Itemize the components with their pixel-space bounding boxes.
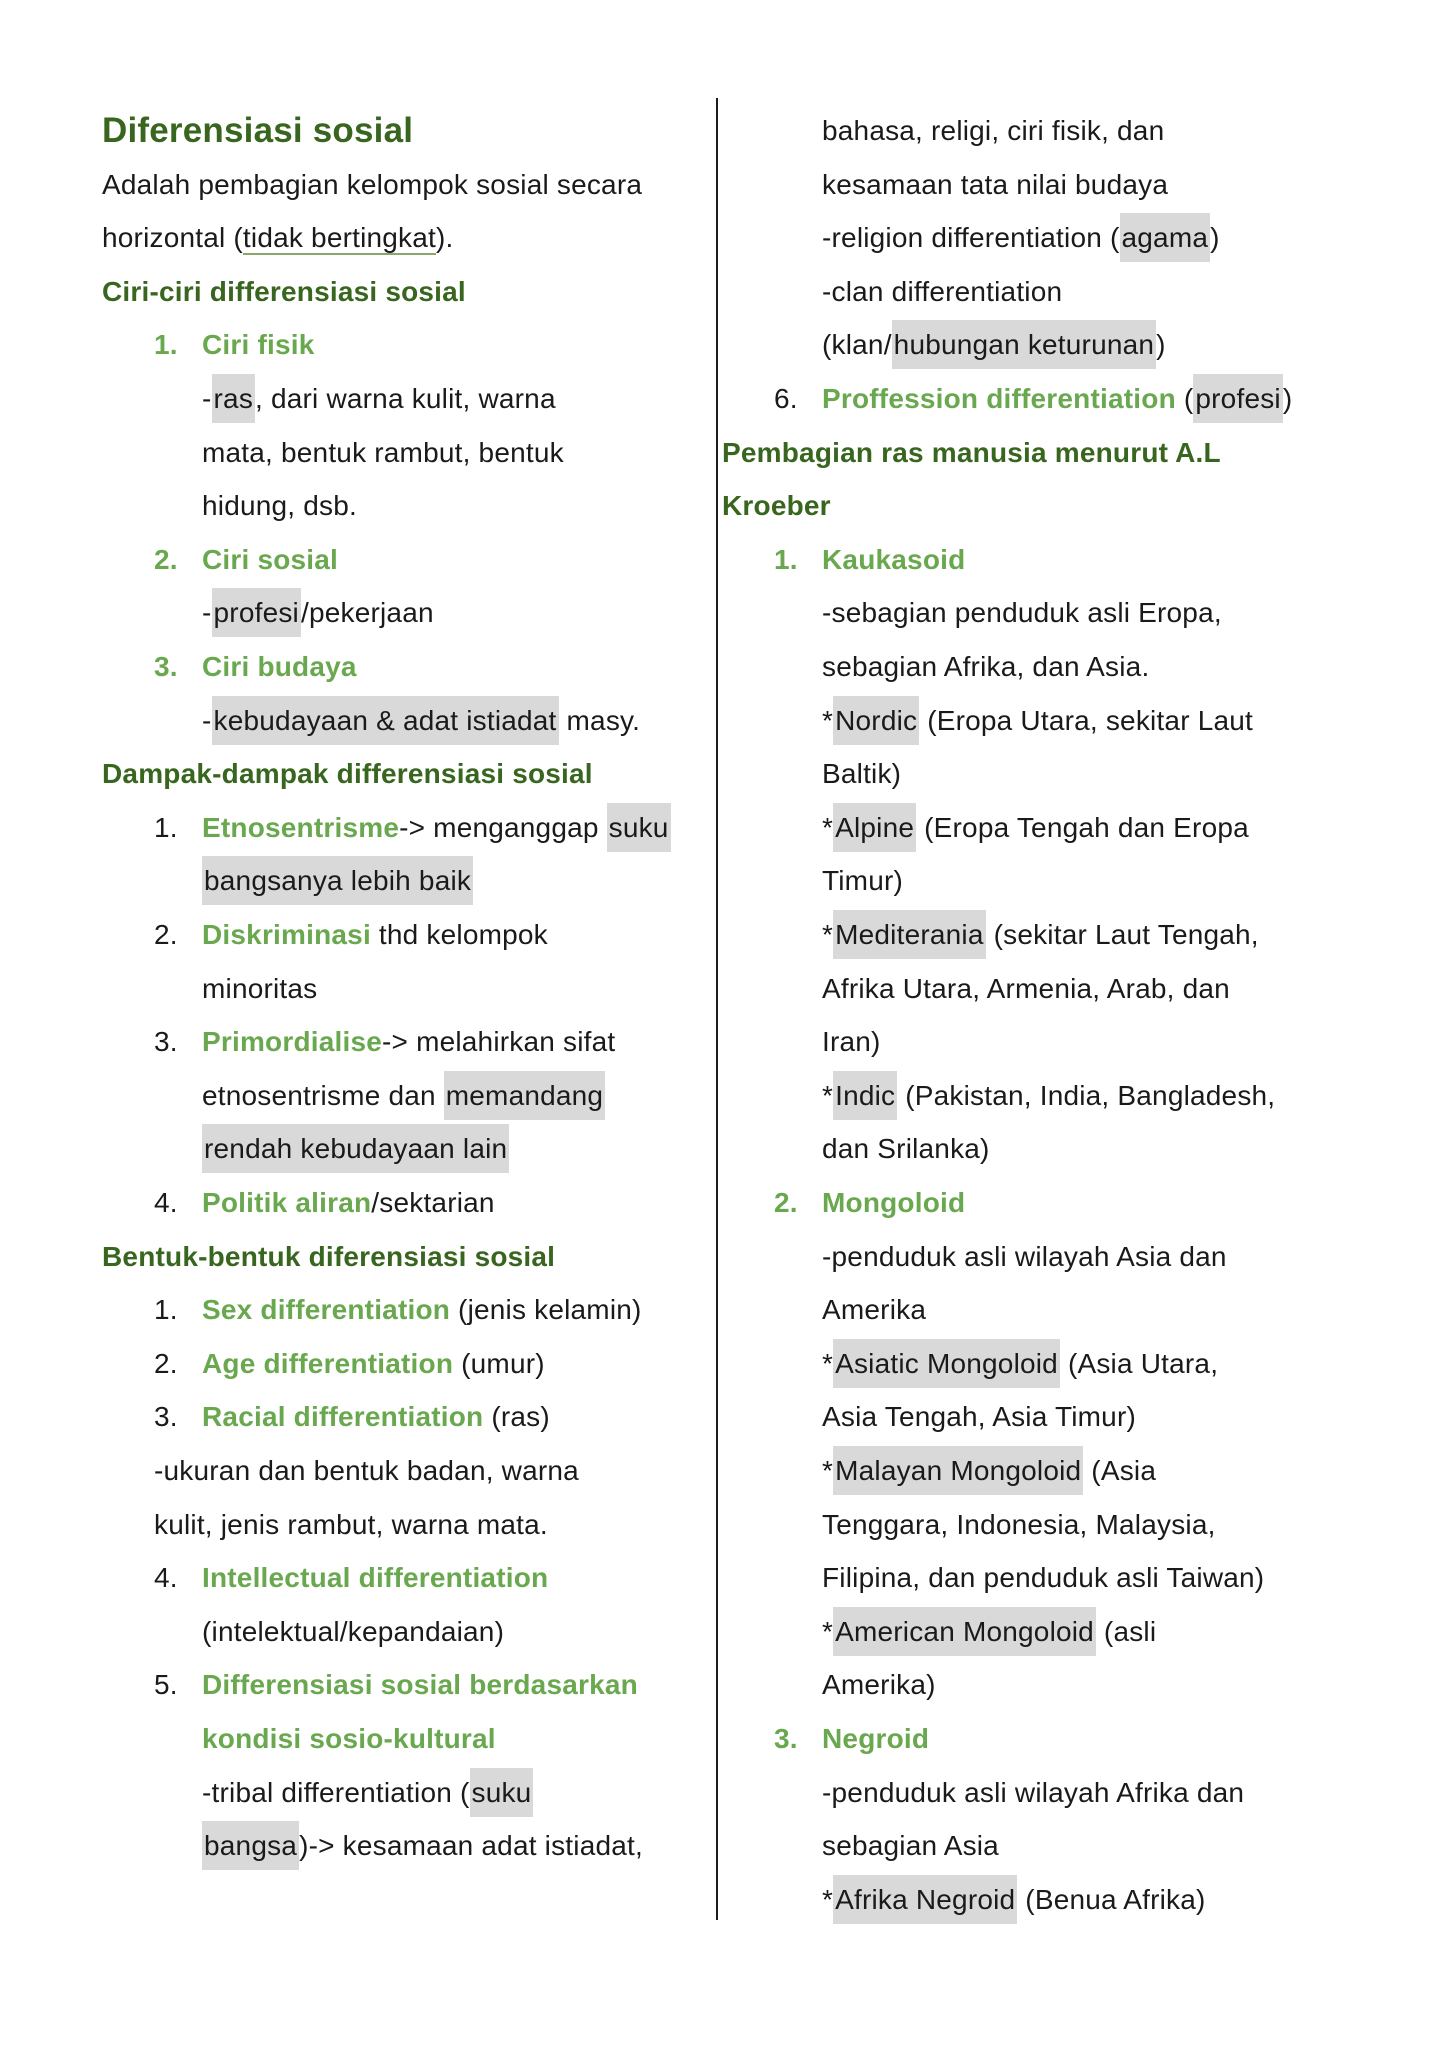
body-text: (asli xyxy=(1095,1615,1157,1647)
note-line xyxy=(154,1498,548,1552)
list-term: Sex differentiation xyxy=(202,1294,451,1326)
list-number: 2. xyxy=(154,1347,178,1379)
note-line xyxy=(822,1766,1244,1820)
note-line xyxy=(154,1015,615,1069)
body-text: (jenis kelamin) xyxy=(450,1294,642,1326)
list-number: 4. xyxy=(154,1562,178,1594)
note-line xyxy=(822,1819,999,1873)
body-text: ) xyxy=(1210,222,1220,254)
underlined-text: tidak bertingkat xyxy=(242,222,437,254)
note-line xyxy=(822,1015,881,1069)
note-line xyxy=(822,1605,1156,1659)
body-text: -religion differentiation ( xyxy=(822,222,1120,254)
highlighted-term: Malayan Mongoloid xyxy=(833,1446,1083,1495)
body-text: -ukuran dan bentuk badan, warna xyxy=(154,1455,579,1486)
note-line xyxy=(822,1873,1206,1927)
body-text: kesamaan tata nilai budaya xyxy=(822,168,1169,200)
note-line xyxy=(202,479,357,533)
note-line xyxy=(202,372,556,426)
list-term: Mongoloid xyxy=(822,1187,966,1218)
body-text: (Eropa Utara, sekitar Laut xyxy=(919,704,1254,736)
note-line xyxy=(202,694,640,748)
body-text: ) xyxy=(1282,383,1293,414)
body-text: Tenggara, Indonesia, Malaysia, xyxy=(822,1508,1216,1540)
body-text: Adalah pembagian kelompok sosial secara xyxy=(102,168,643,200)
body-text: (Asia xyxy=(1083,1455,1157,1486)
note-line xyxy=(822,104,1164,158)
body-text: sebagian Afrika, dan Asia. xyxy=(822,651,1150,682)
column-divider xyxy=(716,98,718,1920)
body-text: thd kelompok xyxy=(370,919,548,950)
body-text: (Benua Afrika) xyxy=(1017,1883,1206,1915)
body-text: Amerika xyxy=(822,1294,927,1326)
body-text: * xyxy=(822,1883,834,1915)
note-line xyxy=(202,426,564,480)
note-line xyxy=(154,1658,638,1712)
list-number: 2. xyxy=(154,919,178,950)
note-line xyxy=(202,586,434,640)
note-line xyxy=(102,158,642,212)
highlighted-term: agama xyxy=(1120,213,1211,262)
note-line xyxy=(822,265,1062,319)
note-line xyxy=(154,1176,495,1230)
note-line xyxy=(822,1230,1227,1284)
body-text: masy. xyxy=(558,704,641,736)
highlighted-term: Indic xyxy=(833,1071,897,1120)
highlighted-term: Afrika Negroid xyxy=(833,1875,1017,1924)
note-line xyxy=(154,801,671,855)
note-line xyxy=(822,211,1220,265)
body-text: Amerika) xyxy=(822,1669,936,1701)
body-text: * xyxy=(822,704,834,736)
list-number: 1. xyxy=(774,543,798,575)
body-text: -> menganggap xyxy=(399,811,607,843)
body-text: Timur) xyxy=(822,865,904,897)
section-heading: Ciri-ciri differensiasi sosial xyxy=(102,275,466,307)
list-number: 2. xyxy=(154,543,178,575)
note-line xyxy=(774,533,965,587)
note-line xyxy=(202,1069,605,1123)
body-text: * xyxy=(822,1347,834,1379)
list-number: 1. xyxy=(154,811,178,843)
note-line xyxy=(202,962,317,1016)
body-text: - xyxy=(202,383,212,414)
highlighted-term: American Mongoloid xyxy=(833,1607,1096,1656)
highlighted-term: profesi xyxy=(1193,374,1282,423)
body-text: -penduduk asli wilayah Asia dan xyxy=(822,1240,1227,1272)
body-text: - xyxy=(202,704,212,736)
list-number: 1. xyxy=(154,1294,178,1326)
note-line xyxy=(102,265,466,319)
body-text: etnosentrisme dan xyxy=(202,1079,444,1111)
note-line xyxy=(202,1766,533,1820)
list-term: Primordialise xyxy=(202,1026,383,1058)
list-term: Ciri fisik xyxy=(202,329,315,361)
body-text: (Asia Utara, xyxy=(1059,1347,1219,1379)
body-text: , dari warna kulit, warna xyxy=(255,383,556,414)
body-text: -clan differentiation xyxy=(822,275,1063,307)
note-line xyxy=(154,640,357,694)
highlighted-term: Alpine xyxy=(833,803,916,852)
highlighted-term: suku xyxy=(607,803,671,852)
left-column xyxy=(0,0,716,2048)
body-text: (klan/ xyxy=(822,329,892,361)
note-line xyxy=(822,586,1222,640)
note-line xyxy=(822,1069,1275,1123)
note-line xyxy=(102,1230,555,1284)
list-number: 3. xyxy=(154,1026,178,1058)
list-term: Diskriminasi xyxy=(202,919,371,950)
body-text: -penduduk asli wilayah Afrika dan xyxy=(822,1776,1245,1808)
section-heading: Dampak-dampak differensiasi sosial xyxy=(102,758,593,790)
body-text: (umur) xyxy=(453,1347,545,1379)
body-text: * xyxy=(822,1455,834,1486)
note-line xyxy=(822,1444,1156,1498)
note-line xyxy=(822,854,903,908)
body-text: (sekitar Laut Tengah, xyxy=(985,919,1259,950)
note-line xyxy=(154,1337,545,1391)
body-text: * xyxy=(822,1615,834,1647)
note-line xyxy=(822,1283,926,1337)
note-line xyxy=(822,1658,936,1712)
note-line xyxy=(822,640,1149,694)
note-line xyxy=(722,479,831,533)
note-line xyxy=(822,1390,1136,1444)
body-text: Afrika Utara, Armenia, Arab, dan xyxy=(822,972,1230,1004)
body-text: -sebagian penduduk asli Eropa, xyxy=(822,597,1222,629)
highlighted-term: Asiatic Mongoloid xyxy=(833,1339,1060,1388)
note-line xyxy=(774,1712,929,1766)
note-line xyxy=(154,1283,642,1337)
note-line xyxy=(722,426,1221,480)
body-text: -> melahirkan sifat xyxy=(382,1026,616,1058)
body-text: (Eropa Tengah dan Eropa xyxy=(916,811,1249,843)
list-term: kondisi sosio-kultural xyxy=(202,1723,496,1754)
body-text: ( xyxy=(1175,383,1194,414)
note-line xyxy=(202,1605,504,1659)
highlighted-term: bangsa xyxy=(202,1821,299,1870)
list-term: Etnosentrisme xyxy=(202,811,400,843)
body-text: sebagian Asia xyxy=(822,1830,999,1862)
body-text: /pekerjaan xyxy=(300,597,434,629)
highlighted-term: bangsanya lebih baik xyxy=(202,856,473,905)
note-line xyxy=(102,104,413,158)
note-line xyxy=(822,158,1168,212)
body-text: ). xyxy=(436,222,454,254)
body-text: Iran) xyxy=(822,1026,881,1058)
highlighted-term: Nordic xyxy=(833,696,919,745)
section-heading: Pembagian ras manusia menurut A.L xyxy=(722,436,1221,468)
note-line xyxy=(202,1712,496,1766)
list-number: 3. xyxy=(154,1401,178,1433)
highlighted-term: kebudayaan & adat istiadat xyxy=(212,696,559,745)
list-term: Intellectual differentiation xyxy=(202,1562,549,1594)
highlighted-term: profesi xyxy=(212,588,301,637)
note-line xyxy=(774,372,1292,426)
list-term: Ciri budaya xyxy=(202,651,357,682)
list-term: Racial differentiation xyxy=(202,1401,484,1433)
note-line xyxy=(822,1122,990,1176)
highlighted-term: rendah kebudayaan lain xyxy=(202,1124,509,1173)
section-heading: Bentuk-bentuk diferensiasi sosial xyxy=(102,1240,556,1272)
body-text: * xyxy=(822,1079,834,1111)
note-line xyxy=(822,1337,1218,1391)
note-line xyxy=(774,1176,965,1230)
list-term: Proffession differentiation xyxy=(822,383,1176,414)
body-text: horizontal ( xyxy=(102,222,243,254)
note-line xyxy=(154,1390,550,1444)
list-term: Ciri sosial xyxy=(202,543,339,575)
list-term: Politik aliran xyxy=(202,1187,372,1218)
note-line xyxy=(822,801,1249,855)
note-line xyxy=(822,962,1230,1016)
body-text: dan Srilanka) xyxy=(822,1133,990,1165)
note-line xyxy=(202,1819,643,1873)
body-text: Baltik) xyxy=(822,758,902,790)
body-text: -tribal differentiation ( xyxy=(202,1776,470,1808)
body-text: /sektarian xyxy=(371,1187,495,1218)
body-text: * xyxy=(822,811,834,843)
note-line xyxy=(822,318,1166,372)
list-number: 1. xyxy=(154,329,178,361)
note-line xyxy=(822,1551,1264,1605)
body-text: bahasa, religi, ciri fisik, dan xyxy=(822,115,1165,146)
highlighted-term: memandang xyxy=(444,1071,605,1120)
section-heading: Kroeber xyxy=(722,490,831,522)
highlighted-term: hubungan keturunan xyxy=(892,320,1157,369)
list-number: 5. xyxy=(154,1669,178,1701)
body-text: kulit, jenis rambut, warna mata. xyxy=(154,1508,548,1540)
note-line xyxy=(154,318,314,372)
list-term: Kaukasoid xyxy=(822,543,966,575)
list-number: 4. xyxy=(154,1187,178,1218)
body-text: hidung, dsb. xyxy=(202,490,357,522)
note-line xyxy=(154,1444,579,1498)
body-text: )-> kesamaan adat istiadat, xyxy=(299,1830,643,1862)
body-text: (Pakistan, India, Bangladesh, xyxy=(897,1079,1276,1111)
note-line xyxy=(822,694,1253,748)
note-line xyxy=(822,1498,1216,1552)
note-line xyxy=(154,1551,548,1605)
body-text: minoritas xyxy=(202,972,318,1004)
note-line xyxy=(102,211,454,265)
note-line xyxy=(822,908,1259,962)
list-number: 2. xyxy=(774,1187,798,1218)
body-text: ) xyxy=(1156,329,1166,361)
body-text: Filipina, dan penduduk asli Taiwan) xyxy=(822,1562,1265,1594)
note-line xyxy=(154,908,548,962)
body-text: * xyxy=(822,919,834,950)
right-column xyxy=(720,0,1435,2048)
list-number: 6. xyxy=(774,383,798,414)
highlighted-term: ras xyxy=(212,374,256,423)
highlighted-term: suku xyxy=(470,1768,534,1817)
highlighted-term: Mediterania xyxy=(833,910,986,959)
list-number: 3. xyxy=(154,651,178,682)
list-term: Negroid xyxy=(822,1723,930,1754)
body-text: (intelektual/kepandaian) xyxy=(202,1615,505,1647)
body-text: - xyxy=(202,597,212,629)
note-line xyxy=(202,1122,509,1176)
note-line xyxy=(102,747,593,801)
list-term: Age differentiation xyxy=(202,1347,454,1379)
body-text: (ras) xyxy=(483,1401,550,1433)
list-term: Differensiasi sosial berdasarkan xyxy=(202,1669,638,1701)
note-line xyxy=(154,533,338,587)
list-number: 3. xyxy=(774,1723,798,1754)
body-text: mata, bentuk rambut, bentuk xyxy=(202,436,564,468)
body-text: Asia Tengah, Asia Timur) xyxy=(822,1401,1136,1433)
note-line xyxy=(822,747,901,801)
note-line xyxy=(202,854,473,908)
page-title: Diferensiasi sosial xyxy=(102,111,414,150)
